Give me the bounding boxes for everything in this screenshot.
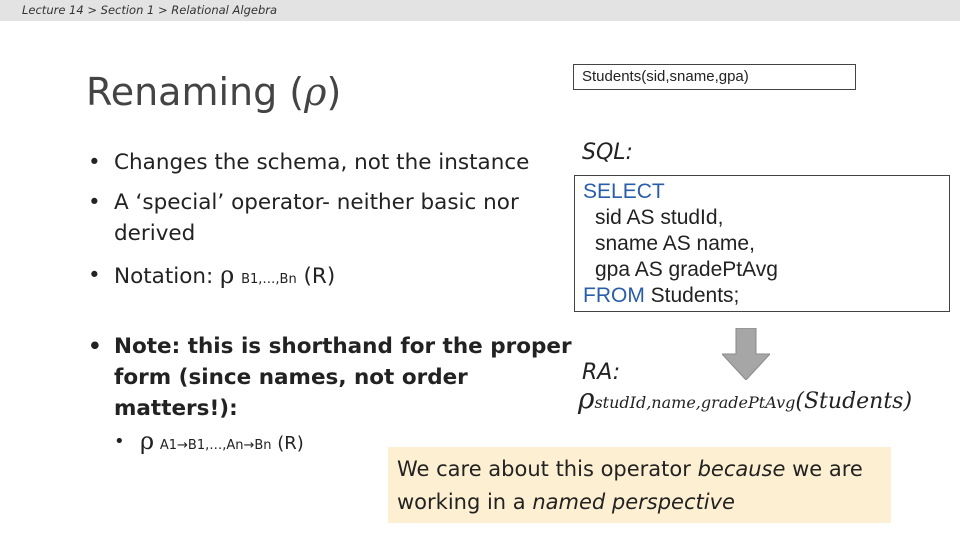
rho-symbol: ρ [578, 382, 595, 415]
rename-subscript: studId,name,gradePtAvg [594, 393, 796, 412]
sql-line-2: sname AS name, [595, 232, 755, 255]
title-close: ) [326, 70, 342, 114]
bullet-text: A ‘special’ operator- neither basic nor derived [114, 190, 519, 246]
bullet-dot-icon: • [88, 263, 101, 288]
note-emphasis-2: named perspective [532, 490, 735, 514]
breadcrumb: Lecture 14 > Section 1 > Relational Algebra [22, 3, 278, 17]
sql-from-keyword: FROM [583, 284, 645, 307]
bullet-text: Changes the schema, not the instance [114, 150, 530, 175]
bullet-text: Notation: [114, 264, 214, 289]
sql-select-keyword: SELECT [583, 180, 665, 203]
slide-title [86, 70, 341, 114]
sql-line-1: sid AS studId, [595, 206, 724, 229]
note-text-2: we are working in a [397, 457, 863, 514]
note-text-1: We care about this operator [397, 457, 698, 481]
bullet-item-1 [88, 147, 529, 178]
bullet-dot-icon: • [114, 431, 125, 452]
bullet-dot-icon: • [88, 190, 101, 215]
sql-from-table: Students; [644, 284, 740, 307]
relation-arg: (Students) [795, 389, 913, 414]
sql-from-line [583, 283, 949, 309]
bullet-dot-icon: • [88, 150, 101, 175]
bullet-item-4 [88, 331, 584, 424]
header-bar [0, 0, 960, 21]
bullet-item-3 [88, 260, 335, 295]
note-callout [388, 447, 891, 523]
rename-subscript: B1,…,Bn [241, 272, 297, 287]
ra-expression [578, 382, 912, 415]
down-arrow-icon [722, 328, 770, 380]
relation-arg: (R) [277, 433, 304, 454]
sql-code-box [574, 175, 950, 312]
rename-subscript: A1→B1,…,An→Bn [159, 438, 272, 453]
sql-line-3: gpa AS gradePtAvg [595, 258, 778, 281]
rho-symbol: ρ [140, 427, 155, 455]
relation-arg: (R) [303, 264, 336, 289]
title-symbol: ρ [304, 70, 327, 114]
title-text: Renaming ( [86, 70, 305, 114]
bullet-text: Note: this is shorthand for the proper form (since names, not order matters!): [114, 334, 572, 421]
schema-box: Students(sid,sname,gpa) [573, 64, 856, 90]
note-emphasis-1: because [697, 457, 786, 481]
ra-label: RA: [582, 360, 621, 385]
bullet-item-2 [88, 187, 584, 249]
rho-symbol: ρ [220, 261, 235, 289]
sql-label: SQL: [582, 140, 633, 165]
sub-bullet-item [114, 426, 304, 461]
bullet-dot-icon: • [88, 334, 102, 359]
